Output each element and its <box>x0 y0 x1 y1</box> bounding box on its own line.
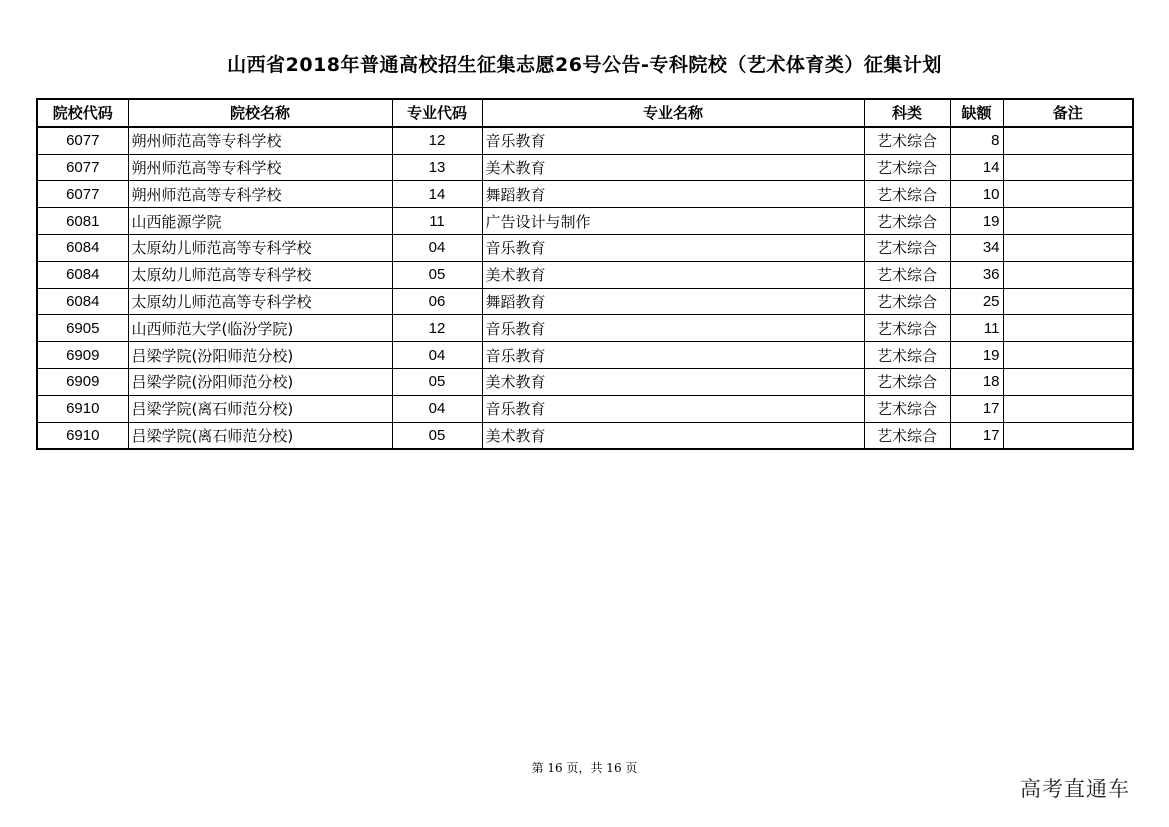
vacancies-cell: 25 <box>950 288 1003 315</box>
major-name-cell: 音乐教育 <box>482 395 864 422</box>
major-name-cell: 美术教育 <box>482 368 864 395</box>
major-code-cell: 04 <box>392 234 482 261</box>
major-name-cell: 美术教育 <box>482 154 864 181</box>
major-name-cell: 音乐教育 <box>482 127 864 154</box>
vacancies-cell: 8 <box>950 127 1003 154</box>
major-name-cell: 音乐教育 <box>482 234 864 261</box>
major-code-cell: 06 <box>392 288 482 315</box>
table-row <box>37 368 1133 395</box>
vacancies-cell: 11 <box>950 315 1003 342</box>
remarks-cell <box>1003 288 1133 315</box>
school-name-cell: 太原幼儿师范高等专科学校 <box>128 234 392 261</box>
vacancies-cell: 19 <box>950 342 1003 369</box>
school-code-cell: 6909 <box>37 368 128 395</box>
school-code-cell: 6084 <box>37 234 128 261</box>
major-code-cell: 11 <box>392 208 482 235</box>
page-footer: 第 16 页，共 16 页 <box>531 761 638 775</box>
category-cell: 艺术综合 <box>864 127 950 154</box>
major-code-cell: 05 <box>392 422 482 449</box>
table-row <box>37 208 1133 235</box>
school-name-cell: 山西师范大学(临汾学院) <box>128 315 392 342</box>
page-title: 山西省2018年普通高校招生征集志愿26号公告-专科院校（艺术体育类）征集计划 <box>227 54 942 76</box>
major-code-cell: 05 <box>392 368 482 395</box>
table-row <box>37 181 1133 208</box>
school-name-cell: 吕梁学院(汾阳师范分校) <box>128 368 392 395</box>
category-cell: 艺术综合 <box>864 395 950 422</box>
remarks-cell <box>1003 154 1133 181</box>
school-name-cell: 山西能源学院 <box>128 208 392 235</box>
major-code-cell: 13 <box>392 154 482 181</box>
school-name-cell: 朔州师范高等专科学校 <box>128 181 392 208</box>
category-cell: 艺术综合 <box>864 315 950 342</box>
school-name-cell: 吕梁学院(汾阳师范分校) <box>128 342 392 369</box>
school-name-cell: 吕梁学院(离石师范分校) <box>128 422 392 449</box>
category-cell: 艺术综合 <box>864 234 950 261</box>
remarks-cell <box>1003 422 1133 449</box>
table-row <box>37 288 1133 315</box>
category-cell: 艺术综合 <box>864 422 950 449</box>
vacancies-cell: 36 <box>950 261 1003 288</box>
table-row <box>37 234 1133 261</box>
remarks-cell <box>1003 315 1133 342</box>
vacancies-cell: 17 <box>950 422 1003 449</box>
remarks-cell <box>1003 181 1133 208</box>
school-name-cell: 吕梁学院(离石师范分校) <box>128 395 392 422</box>
remarks-cell <box>1003 208 1133 235</box>
table-row <box>37 422 1133 449</box>
remarks-cell <box>1003 368 1133 395</box>
school-code-cell: 6081 <box>37 208 128 235</box>
school-name-cell: 太原幼儿师范高等专科学校 <box>128 261 392 288</box>
major-name-cell: 音乐教育 <box>482 342 864 369</box>
category-cell: 艺术综合 <box>864 368 950 395</box>
school-code-cell: 6077 <box>37 127 128 154</box>
category-cell: 艺术综合 <box>864 288 950 315</box>
vacancies-cell: 10 <box>950 181 1003 208</box>
remarks-cell <box>1003 342 1133 369</box>
school-code-cell: 6909 <box>37 342 128 369</box>
remarks-cell <box>1003 395 1133 422</box>
column-header-remarks: 备注 <box>1003 99 1133 127</box>
table-row <box>37 342 1133 369</box>
school-code-cell: 6084 <box>37 288 128 315</box>
category-cell: 艺术综合 <box>864 154 950 181</box>
school-code-cell: 6905 <box>37 315 128 342</box>
vacancies-cell: 18 <box>950 368 1003 395</box>
column-header-school-name: 院校名称 <box>128 99 392 127</box>
school-name-cell: 太原幼儿师范高等专科学校 <box>128 288 392 315</box>
major-name-cell: 舞蹈教育 <box>482 181 864 208</box>
school-name-cell: 朔州师范高等专科学校 <box>128 127 392 154</box>
vacancies-cell: 34 <box>950 234 1003 261</box>
major-name-cell: 美术教育 <box>482 422 864 449</box>
major-name-cell: 音乐教育 <box>482 315 864 342</box>
table-row <box>37 395 1133 422</box>
major-code-cell: 04 <box>392 342 482 369</box>
category-cell: 艺术综合 <box>864 208 950 235</box>
major-code-cell: 12 <box>392 315 482 342</box>
school-code-cell: 6910 <box>37 422 128 449</box>
vacancies-cell: 19 <box>950 208 1003 235</box>
column-header-category: 科类 <box>864 99 950 127</box>
major-name-cell: 广告设计与制作 <box>482 208 864 235</box>
category-cell: 艺术综合 <box>864 261 950 288</box>
table-row <box>37 154 1133 181</box>
school-name-cell: 朔州师范高等专科学校 <box>128 154 392 181</box>
remarks-cell <box>1003 127 1133 154</box>
major-code-cell: 12 <box>392 127 482 154</box>
category-cell: 艺术综合 <box>864 181 950 208</box>
table-row <box>37 127 1133 154</box>
remarks-cell <box>1003 234 1133 261</box>
school-code-cell: 6077 <box>37 181 128 208</box>
school-code-cell: 6910 <box>37 395 128 422</box>
remarks-cell <box>1003 261 1133 288</box>
school-code-cell: 6077 <box>37 154 128 181</box>
table-row <box>37 315 1133 342</box>
column-header-school-code: 院校代码 <box>37 99 128 127</box>
major-code-cell: 05 <box>392 261 482 288</box>
vacancies-cell: 17 <box>950 395 1003 422</box>
column-header-major-code: 专业代码 <box>392 99 482 127</box>
vacancies-cell: 14 <box>950 154 1003 181</box>
school-code-cell: 6084 <box>37 261 128 288</box>
major-code-cell: 14 <box>392 181 482 208</box>
column-header-vacancies: 缺额 <box>950 99 1003 127</box>
major-name-cell: 舞蹈教育 <box>482 288 864 315</box>
table-row <box>37 261 1133 288</box>
major-code-cell: 04 <box>392 395 482 422</box>
table-header-row <box>37 99 1133 127</box>
enrollment-plan-table <box>36 98 1134 450</box>
column-header-major-name: 专业名称 <box>482 99 864 127</box>
major-name-cell: 美术教育 <box>482 261 864 288</box>
watermark-logo: 高考直通车 <box>1020 777 1130 801</box>
category-cell: 艺术综合 <box>864 342 950 369</box>
